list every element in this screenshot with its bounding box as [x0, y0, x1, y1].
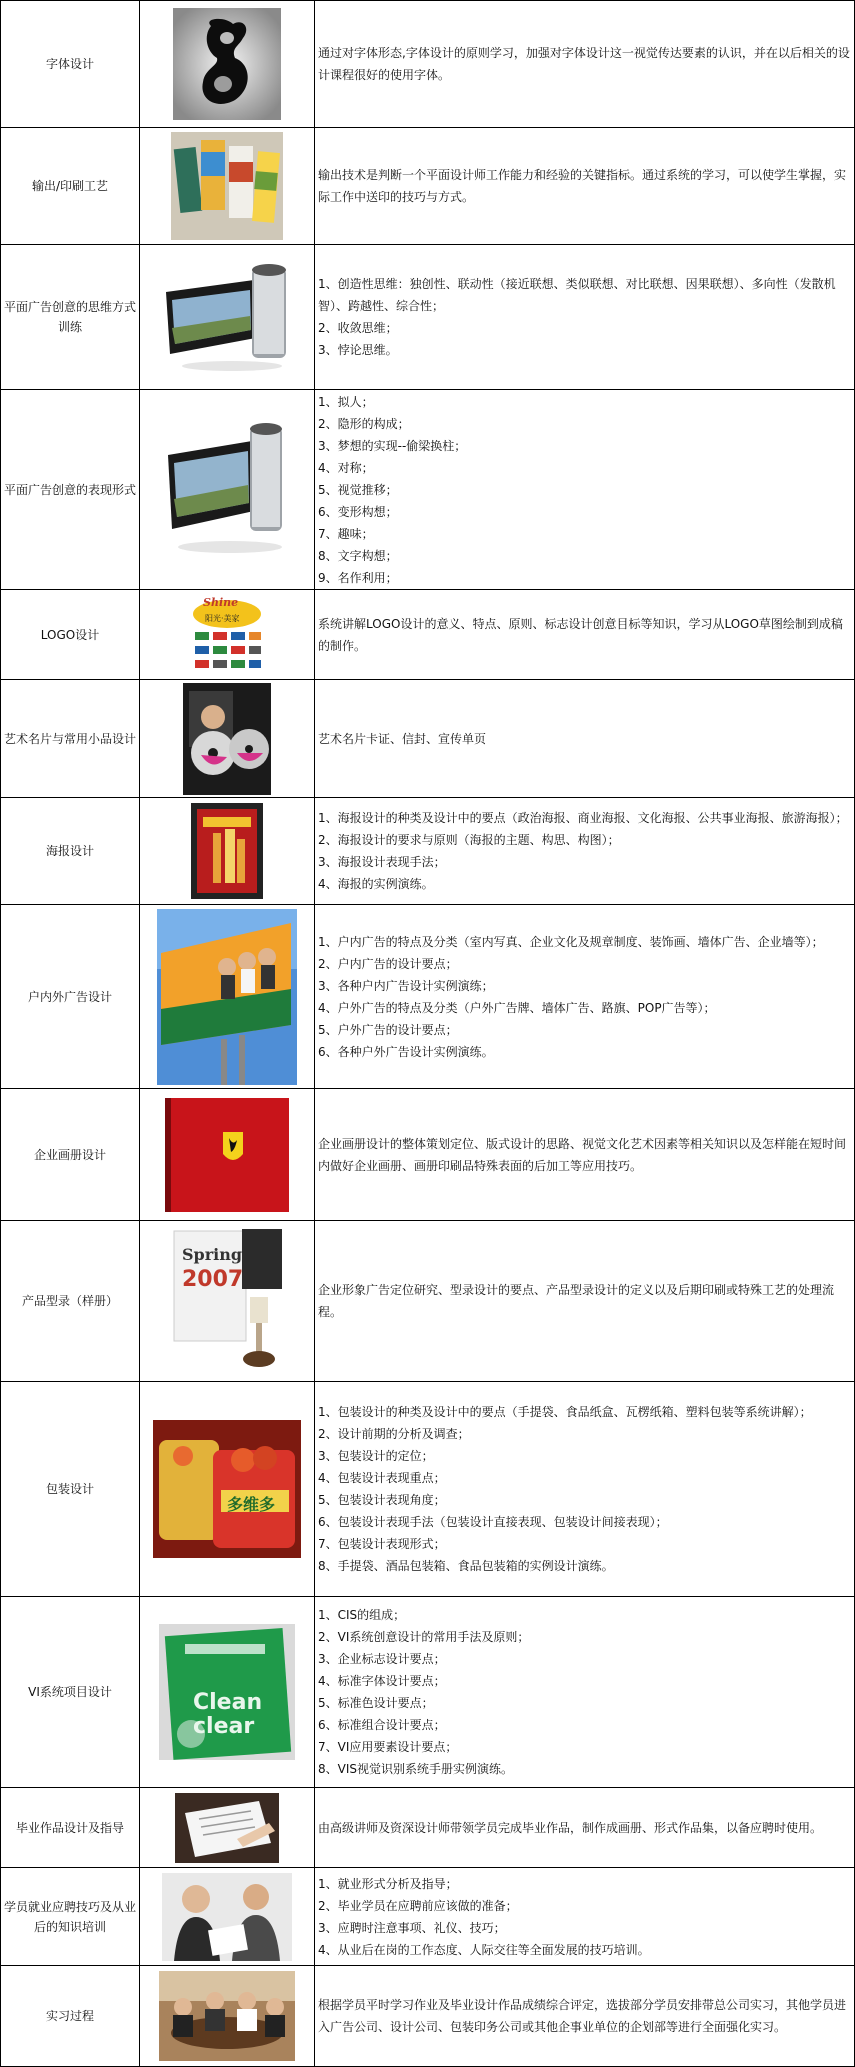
table-row [1, 1089, 855, 1221]
course-image [140, 590, 315, 680]
table-row [1, 798, 855, 905]
interview-icon [162, 1873, 292, 1961]
course-name: 毕业作品设计及指导 [1, 1788, 140, 1868]
course-name: 包装设计 [1, 1382, 140, 1597]
vi-brochure-icon [159, 1624, 295, 1760]
course-name: 产品型录（样册） [1, 1221, 140, 1382]
course-description: 通过对字体形态,字体设计的原则学习，加强对字体设计这一视觉传达要素的认识，并在以后相关的设计课程很好的使用字体。 [315, 1, 855, 128]
course-image [140, 128, 315, 245]
table-row [1, 390, 855, 590]
catalog-icon [170, 1227, 284, 1375]
course-description: 1、拟人； 2、隐形的构成； 3、梦想的实现--偷梁换柱； 4、对称； 5、视觉推移； 6、变形构想； 7、趣味； 8、文字构想； 9、名作利用； [315, 390, 855, 590]
table-row [1, 1597, 855, 1788]
course-name: 字体设计 [1, 1, 140, 128]
table-row [1, 905, 855, 1089]
course-name: 学员就业应聘技巧及从业后的知识培训 [1, 1868, 140, 1966]
course-image [140, 390, 315, 590]
table-row [1, 680, 855, 798]
course-name: 输出/印刷工艺 [1, 128, 140, 245]
course-image [140, 1382, 315, 1597]
course-image [140, 245, 315, 390]
course-description: 由高级讲师及资深设计师带领学员完成毕业作品，制作成画册、形式作品集，以备应聘时使用。 [315, 1788, 855, 1868]
course-description: 输出技术是判断一个平面设计师工作能力和经验的关键指标。通过系统的学习，可以使学生掌握，实际工作中送印的技巧与方式。 [315, 128, 855, 245]
film-roll-icon [166, 415, 288, 565]
logo-shine-text: Shine [203, 595, 239, 609]
food-packaging-icon [153, 1420, 301, 1558]
signing-document-icon [175, 1793, 279, 1863]
course-description: 1、就业形式分析及指导； 2、毕业学员在应聘前应该做的准备； 3、应聘时注意事项、礼仪、技巧； 4、从业后在岗的工作态度、人际交往等全面发展的技巧培训。 [315, 1868, 855, 1966]
poster-icon [191, 803, 263, 899]
course-description: 企业形象广告定位研究、型录设计的要点、产品型录设计的定义以及后期印刷或特殊工艺的处理流程。 [315, 1221, 855, 1382]
course-name: 平面广告创意的思维方式训练 [1, 245, 140, 390]
catalog-title-text: Spring [182, 1245, 243, 1264]
course-image [140, 1, 315, 128]
course-description: 系统讲解LOGO设计的意义、特点、原则、标志设计创意目标等知识，学习从LOGO草图绘制到成稿的制作。 [315, 590, 855, 680]
course-name: VI系统项目设计 [1, 1597, 140, 1788]
table-row [1, 245, 855, 390]
course-name: LOGO设计 [1, 590, 140, 680]
cd-covers-icon [183, 683, 271, 795]
table-row [1, 1868, 855, 1966]
course-image [140, 1089, 315, 1221]
table-row [1, 128, 855, 245]
billboard-icon [157, 909, 297, 1085]
course-image [140, 680, 315, 798]
package-brand-text: 多维多 [227, 1495, 276, 1514]
course-name: 海报设计 [1, 798, 140, 905]
table-row [1, 1221, 855, 1382]
course-name: 户内外广告设计 [1, 905, 140, 1089]
course-description: 1、CIS的组成； 2、VI系统创意设计的常用手法及原则； 3、企业标志设计要点； 4、标准字体设计要点； 5、标准色设计要点； 6、标准组合设计要点； 7、VI应用要素设计要点； 8、VIS视觉识别系统手册实例演练。 [315, 1597, 855, 1788]
ink-blot-8-icon [173, 8, 281, 120]
film-roll-icon [162, 258, 292, 376]
course-description: 1、创造性思维：独创性、联动性（接近联想、类似联想、对比联想、因果联想）、多向性（发散机智）、跨越性、综合性； 2、收敛思维； 3、悖论思维。 [315, 245, 855, 390]
catalog-year-text: 2007 [182, 1267, 244, 1292]
logo-brand-text: 阳光·美家 [205, 613, 240, 623]
table-row [1, 1966, 855, 2067]
course-image [140, 1868, 315, 1966]
course-description: 1、海报设计的种类及设计中的要点（政治海报、商业海报、文化海报、公共事业海报、旅游海报）； 2、海报设计的要求与原则（海报的主题、构思、构图）； 3、海报设计表现手法； 4、海报的实例演练。 [315, 798, 855, 905]
course-description: 根据学员平时学习作业及毕业设计作品成绩综合评定，选拔部分学员安排带总公司实习，其他学员进入广告公司、设计公司、包装印务公司或其他企事业单位的企划部等进行全面强化实习。 [315, 1966, 855, 2067]
course-image [140, 798, 315, 905]
vi-clear-text: clear [193, 1714, 255, 1739]
table-row [1, 1, 855, 128]
course-image [140, 905, 315, 1089]
meeting-icon [159, 1971, 295, 2061]
printed-brochures-icon [171, 132, 283, 240]
course-description: 企业画册设计的整体策划定位、版式设计的思路、视觉文化艺术因素等相关知识以及怎样能在短时间内做好企业画册、画册印刷品特殊表面的后加工等应用技巧。 [315, 1089, 855, 1221]
course-description: 1、包装设计的种类及设计中的要点（手提袋、食品纸盒、瓦楞纸箱、塑料包装等系统讲解）； 2、设计前期的分析及调查； 3、包装设计的定位； 4、包装设计表现重点； 5、包装设计表现角度； 6、包装设计表现手法（包装设计直接表现、包装设计间接表现）； 7、包装设计表现形式； 8、手提袋、酒品包装箱、食品包装箱的实例设计演练。 [315, 1382, 855, 1597]
course-name: 实习过程 [1, 1966, 140, 2067]
course-description: 艺术名片卡证、信封、宣传单页 [315, 680, 855, 798]
course-image [140, 1597, 315, 1788]
course-image [140, 1966, 315, 2067]
course-name: 艺术名片与常用小品设计 [1, 680, 140, 798]
red-album-icon [163, 1096, 291, 1214]
course-image [140, 1221, 315, 1382]
vi-clean-text: Clean [193, 1690, 263, 1715]
course-description: 1、户内广告的特点及分类（室内写真、企业文化及规章制度、装饰画、墙体广告、企业墙等）； 2、户内广告的设计要点； 3、各种户内广告设计实例演练； 4、户外广告的特点及分类（户外广告牌、墙体广告、路旗、POP广告等）； 5、户外广告的设计要点； 6、各种户外广告设计实例演练。 [315, 905, 855, 1089]
table-row [1, 1382, 855, 1597]
course-name: 平面广告创意的表现形式 [1, 390, 140, 590]
table-row [1, 590, 855, 680]
course-image [140, 1788, 315, 1868]
course-name: 企业画册设计 [1, 1089, 140, 1221]
table-row [1, 1788, 855, 1868]
logo-collection-icon [189, 596, 265, 674]
